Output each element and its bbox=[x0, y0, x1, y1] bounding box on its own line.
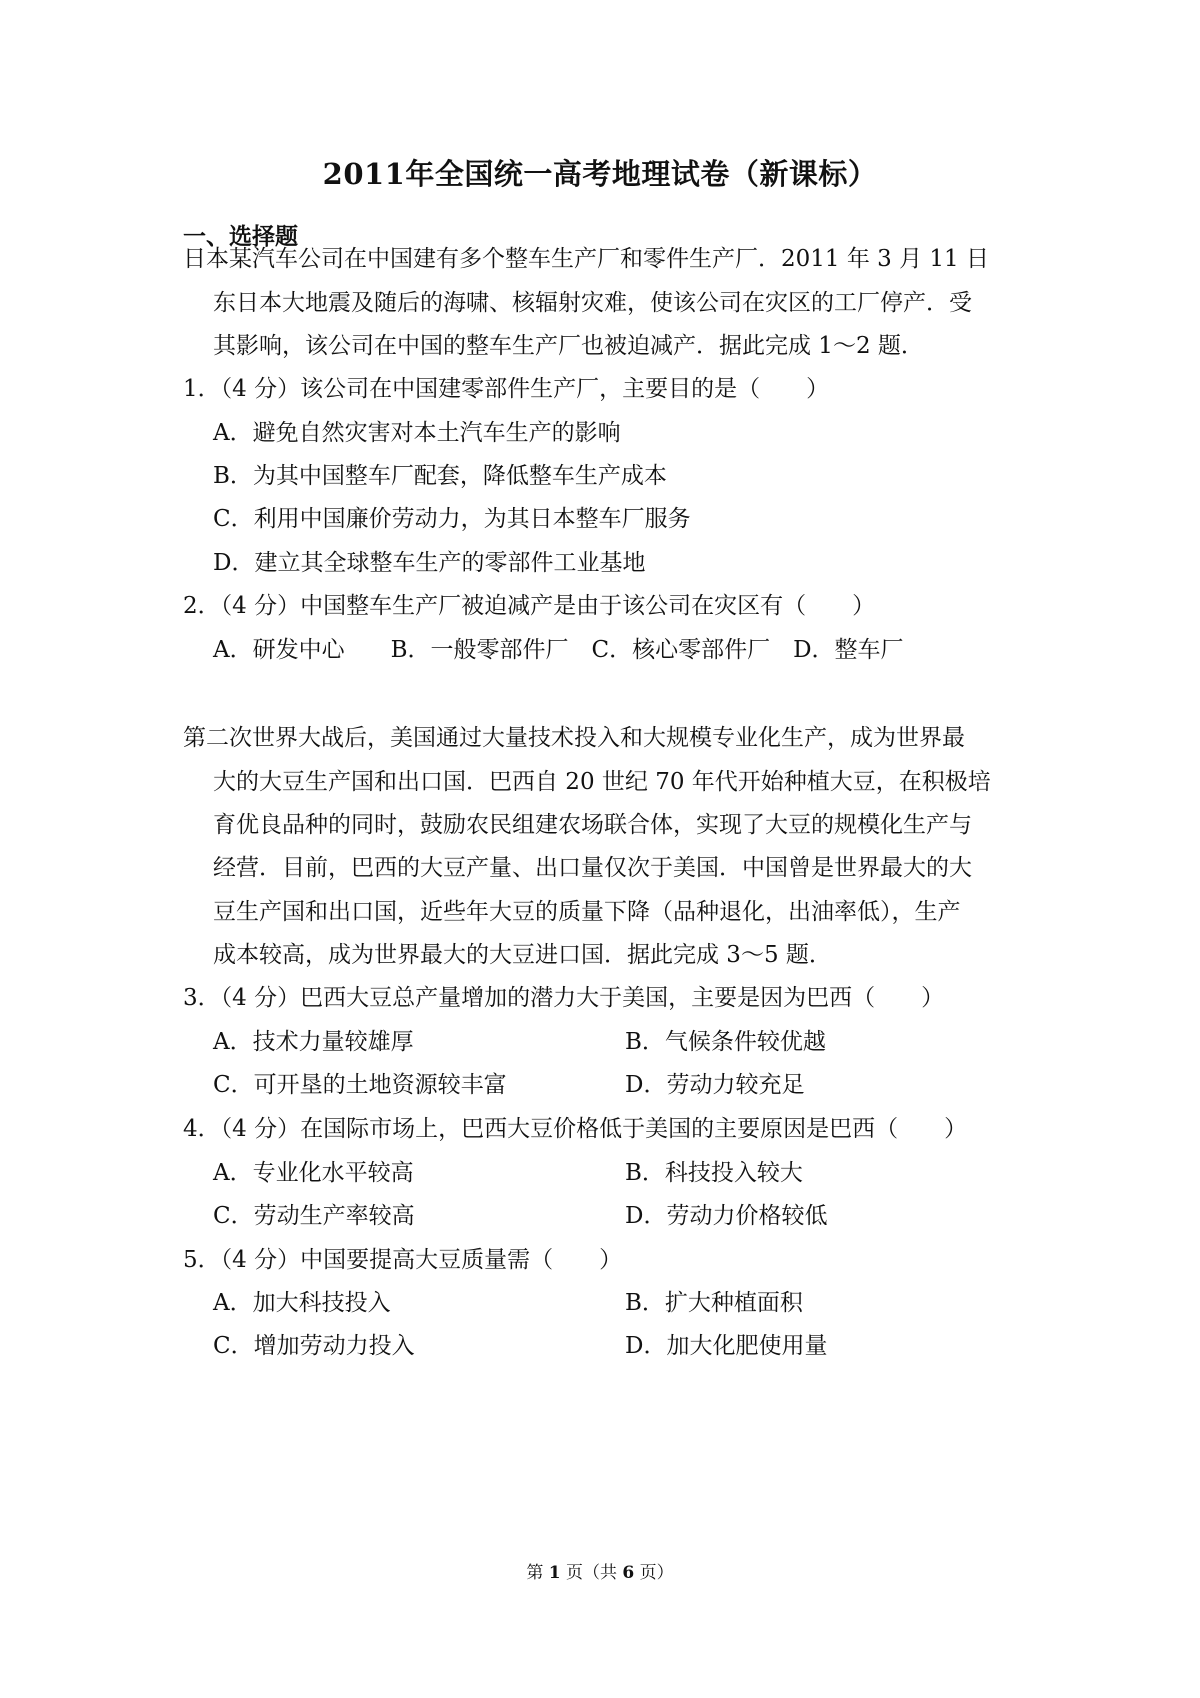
question-5-option-c: C．增加劳动力投入 bbox=[213, 1333, 415, 1359]
passage2-line-6: 成本较高，成为世界最大的大豆进口国．据此完成 3～5 题． bbox=[213, 942, 832, 968]
question-4-option-b: B．科技投入较大 bbox=[625, 1160, 803, 1186]
footer-middle: 页（共 bbox=[560, 1563, 623, 1583]
page-title: 2011年全国统一高考地理试卷（新课标） bbox=[322, 157, 878, 191]
question-1-option-a: A．避免自然灾害对本土汽车生产的影响 bbox=[213, 420, 621, 446]
question-1-stem: 1．（4 分）该公司在中国建零部件生产厂，主要目的是（ ） bbox=[183, 376, 830, 402]
passage2-line-3: 育优良品种的同时，鼓励农民组建农场联合体，实现了大豆的规模化生产与 bbox=[213, 812, 972, 838]
question-4-option-a: A．专业化水平较高 bbox=[213, 1160, 414, 1186]
question-1-option-d: D．建立其全球整车生产的零部件工业基地 bbox=[213, 550, 646, 576]
footer-suffix: 页） bbox=[634, 1563, 674, 1583]
passage1-line-3: 其影响，该公司在中国的整车生产厂也被迫减产．据此完成 1～2 题． bbox=[213, 333, 924, 359]
question-3-option-b: B．气候条件较优越 bbox=[625, 1029, 826, 1055]
question-3-option-d: D．劳动力较充足 bbox=[625, 1072, 805, 1098]
passage2-line-2: 大的大豆生产国和出口国．巴西自 20 世纪 70 年代开始种植大豆，在积极培 bbox=[213, 769, 991, 795]
footer-total-pages: 6 bbox=[622, 1563, 635, 1583]
passage2-line-4: 经营．目前，巴西的大豆产量、出口量仅次于美国．中国曾是世界最大的大 bbox=[213, 855, 972, 881]
passage1-line-1: 日本某汽车公司在中国建有多个整车生产厂和零件生产厂．2011 年 3 月 11 日 bbox=[183, 246, 989, 272]
passage2-line-5: 豆生产国和出口国，近些年大豆的质量下降（品种退化，出油率低），生产 bbox=[213, 899, 961, 925]
page-footer bbox=[0, 1558, 1200, 1583]
question-3-option-a: A．技术力量较雄厚 bbox=[213, 1029, 414, 1055]
passage2-line-1: 第二次世界大战后，美国通过大量技术投入和大规模专业化生产，成为世界最 bbox=[183, 725, 965, 751]
question-3-option-c: C．可开垦的土地资源较丰富 bbox=[213, 1072, 507, 1098]
question-1-option-c: C．利用中国廉价劳动力，为其日本整车厂服务 bbox=[213, 506, 691, 532]
passage1-line-2: 东日本大地震及随后的海啸、核辐射灾难，使该公司在灾区的工厂停产．受 bbox=[213, 290, 972, 316]
question-1-option-b: B．为其中国整车厂配套，降低整车生产成本 bbox=[213, 463, 667, 489]
question-5-stem: 5．（4 分）中国要提高大豆质量需（ ） bbox=[183, 1247, 623, 1273]
section-heading: 一、选择题 bbox=[183, 223, 298, 250]
question-5-option-a: A．加大科技投入 bbox=[213, 1290, 391, 1316]
question-4-option-c: C．劳动生产率较高 bbox=[213, 1203, 415, 1229]
question-2-stem: 2．（4 分）中国整车生产厂被迫减产是由于该公司在灾区有（ ） bbox=[183, 593, 876, 619]
question-5-option-d: D．加大化肥使用量 bbox=[625, 1333, 828, 1359]
question-4-option-d: D．劳动力价格较低 bbox=[625, 1203, 828, 1229]
footer-prefix: 第 bbox=[526, 1563, 549, 1583]
question-3-stem: 3．（4 分）巴西大豆总产量增加的潜力大于美国，主要是因为巴西（ ） bbox=[183, 985, 945, 1011]
question-2-options: A．研发中心 B．一般零部件厂 C．核心零部件厂 D．整车厂 bbox=[213, 637, 904, 663]
footer-page-number: 1 bbox=[548, 1563, 561, 1583]
question-4-stem: 4．（4 分）在国际市场上，巴西大豆价格低于美国的主要原因是巴西（ ） bbox=[183, 1116, 968, 1142]
question-5-option-b: B．扩大种植面积 bbox=[625, 1290, 803, 1316]
